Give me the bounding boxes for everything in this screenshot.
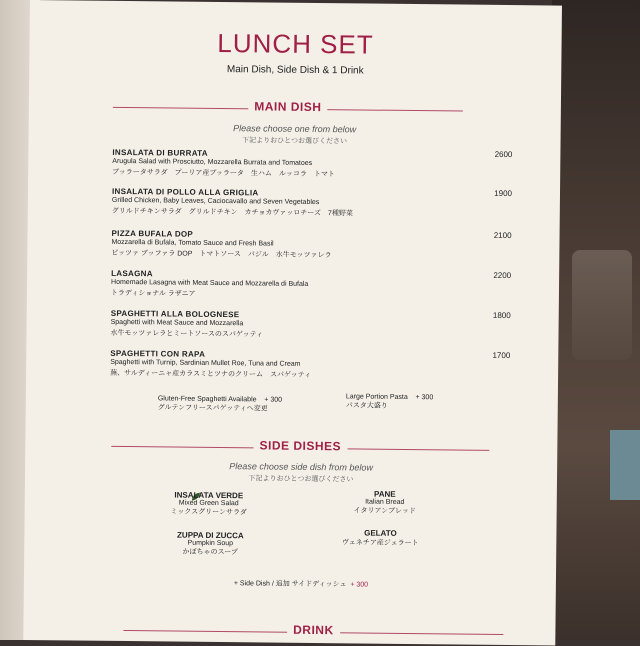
option-label: Large Portion Pasta: [345, 393, 408, 401]
item-desc: Grilled Chicken, Baby Leaves, Caciocavallo and Seven Vegetables: [111, 196, 320, 207]
item-jp: トラディショナル ラザニア: [110, 289, 196, 298]
side-dishes-heading: SIDE DISHES: [254, 438, 348, 453]
option-gluten-free: [158, 395, 282, 413]
side-desc: Italian Bread: [365, 498, 405, 506]
menu-item-bolognese: [110, 309, 510, 342]
menu-title: LUNCH SET: [217, 27, 374, 60]
side-jp: イタリアンブレッド: [353, 507, 416, 516]
side-item-zuppa: [150, 530, 270, 557]
item-name: LASAGNA: [111, 268, 153, 279]
item-jp: ピッツァ ブッファラ DOP トマトソース バジル 水牛モッツァレラ: [111, 249, 332, 260]
side-name: PANE: [373, 489, 396, 499]
drink-header: [123, 619, 503, 645]
side-item-pane: [325, 489, 445, 516]
item-name: SPAGHETTI CON RAPA: [110, 348, 206, 359]
option-price: + 300: [415, 394, 434, 402]
item-price: 1900: [494, 188, 513, 199]
lunch-menu-card: [23, 0, 562, 646]
item-name: INSALATA DI POLLO ALLA GRIGLIA: [111, 186, 259, 198]
extra-label: + Side Dish / 追加 サイドディッシュ: [233, 580, 347, 589]
side-name: INSALATA VERDE: [174, 490, 244, 501]
item-price: 2600: [494, 149, 513, 160]
item-jp: 水牛モッツァレラとミートソースのスパゲッティ: [110, 329, 264, 339]
item-price: 1700: [492, 350, 511, 361]
item-desc: Spaghetti with Turnip, Sardinian Mullet Roe, Tuna and Cream: [110, 358, 301, 368]
menu-subtitle: Main Dish, Side Dish & 1 Drink: [226, 64, 364, 77]
side-jp: ヴェネチア産ジェラート: [341, 539, 419, 548]
menu-item-rapa: [110, 349, 510, 382]
main-hint-jp: 下記よりおひとつお選びください: [242, 137, 348, 146]
extra-price: + 300: [350, 581, 369, 589]
main-hint: Please choose one from below: [233, 123, 357, 135]
item-desc: Spaghetti with Meat Sauce and Mozzarella: [110, 318, 244, 328]
side-jp: ミックスグリーンサラダ: [170, 508, 247, 517]
option-label: Gluten-Free Spaghetti Available: [157, 395, 257, 404]
side-jp: かぼちゃのスープ: [182, 548, 238, 557]
option-jp: パスタ大盛り: [345, 402, 388, 410]
side-hint-jp: 下記よりおひとつお選びください: [248, 475, 354, 484]
side-name: GELATO: [364, 528, 397, 538]
option-jp: グルテンフリースパゲッティへ変更: [157, 404, 268, 413]
side-dishes-header: [111, 435, 489, 461]
extra-side-dish: [234, 578, 368, 589]
drink-heading: DRINK: [287, 623, 340, 638]
option-price: + 300: [264, 396, 283, 404]
side-item-insalata-verde: [149, 490, 269, 517]
side-hint: Please choose side dish from below: [229, 461, 373, 473]
item-price: 2200: [493, 270, 512, 281]
item-name: PIZZA BUFALA DOP: [111, 228, 194, 239]
item-name: INSALATA DI BURRATA: [112, 147, 208, 158]
item-desc: Arugula Salad with Prosciutto, Mozzarella Burrata and Tomatoes: [112, 157, 313, 167]
main-dish-header: [113, 96, 463, 122]
item-desc: Mozzarella di Bufala, Tomato Sauce and Fresh Basil: [111, 238, 274, 248]
side-item-gelato: [320, 528, 440, 548]
menu-item-lasagna: [111, 269, 511, 302]
blue-object: [610, 430, 640, 500]
menu-item-pollo: [112, 187, 512, 220]
item-price: 2100: [493, 230, 512, 241]
option-large-portion: [346, 393, 434, 411]
menu-item-burrata: [112, 148, 512, 181]
item-jp: 蕪、サルディーニャ産カラスミとツナのクリーム スパゲッティ: [110, 369, 312, 379]
item-price: 1800: [492, 310, 511, 321]
item-jp: ブッラータサラダ プーリア産ブッラータ 生ハム ルッコラ トマト: [112, 168, 335, 179]
item-desc: Homemade Lasagna with Meat Sauce and Mozzarella di Bufala: [111, 278, 309, 288]
background-table: [552, 0, 640, 640]
main-dish-heading: MAIN DISH: [248, 99, 327, 114]
side-desc: Pumpkin Soup: [187, 539, 234, 548]
menu-item-pizza: [111, 229, 511, 262]
item-name: SPAGHETTI ALLA BOLOGNESE: [110, 308, 240, 320]
side-name: ZUPPA DI ZUCCA: [177, 530, 244, 541]
side-desc: Mixed Green Salad: [178, 499, 239, 508]
wine-glass: [572, 250, 632, 360]
item-jp: グリルドチキンサラダ グリルドチキン カチョカヴァッロチーズ 7種野菜: [111, 207, 353, 218]
